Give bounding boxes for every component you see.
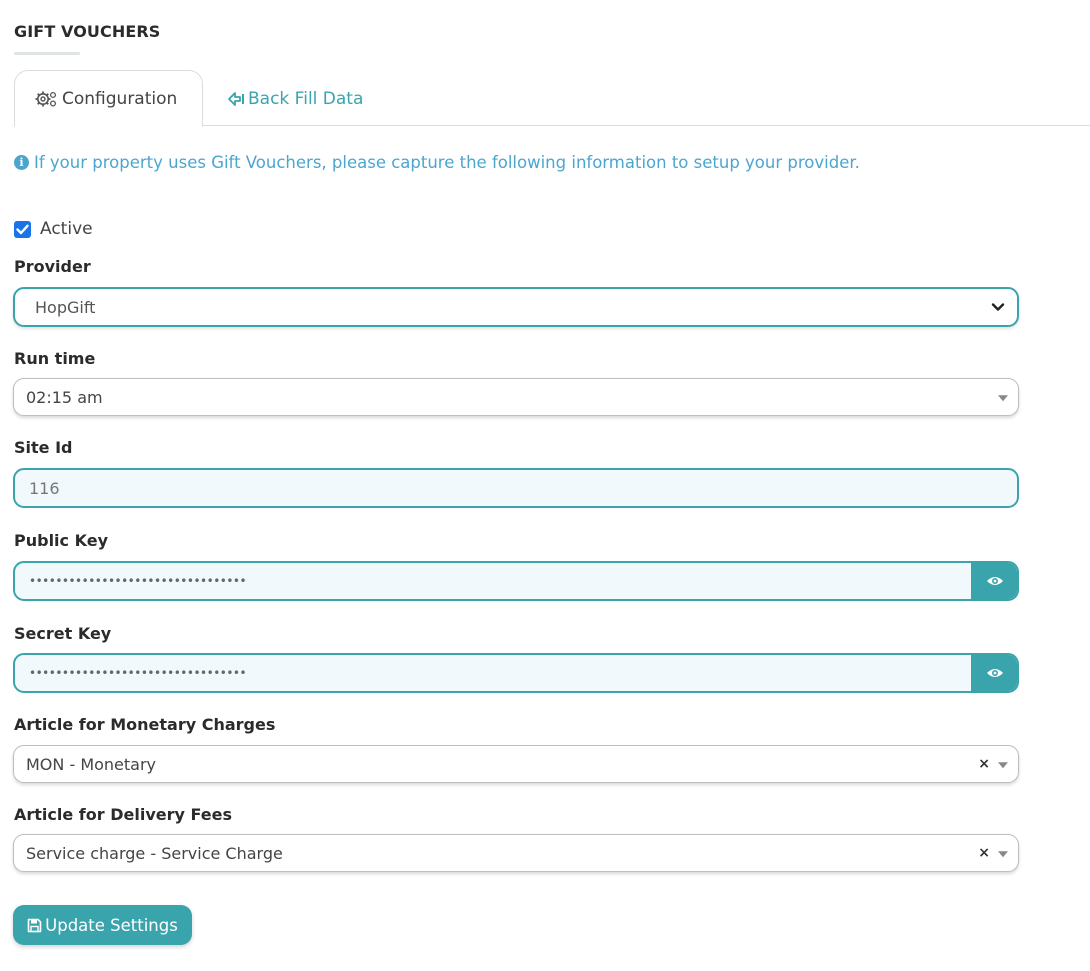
clear-icon[interactable]: × [978,756,990,772]
page-title: GIFT VOUCHERS [14,22,161,41]
run-time-select[interactable] [13,378,1019,416]
monetary-article-value: MON - Monetary [26,754,157,774]
active-checkbox[interactable] [14,221,31,238]
active-label: Active [40,219,93,239]
run-time-label: Run time [14,349,96,368]
secret-key-label: Secret Key [14,624,112,643]
caret-down-icon [998,395,1008,401]
site-id-input[interactable] [13,468,1019,508]
site-id-label: Site Id [14,438,73,457]
show-public-key-button[interactable] [971,561,1019,601]
public-key-masked-value: ••••••••••••••••••••••••••••••••• [29,574,247,588]
update-settings-label: Update Settings [45,915,178,935]
info-text: If your property uses Gift Vouchers, please capture the following information to setup your provider. [34,153,860,172]
gears-icon [35,90,57,108]
show-secret-key-button[interactable] [971,653,1019,693]
tab-configuration[interactable] [14,70,203,127]
save-icon [27,918,42,933]
chevron-down-icon [991,302,1005,312]
delivery-article-select[interactable] [13,834,1019,872]
site-id-value: 116 [29,478,60,498]
provider-value: HopGift [35,297,96,317]
clear-icon[interactable]: × [978,845,990,861]
active-row [14,219,93,239]
public-key-label: Public Key [14,531,108,550]
provider-select[interactable] [13,287,1019,327]
tab-back-fill-data-label: Back Fill Data [248,89,364,109]
delivery-article-label: Article for Delivery Fees [14,805,232,824]
monetary-article-select[interactable] [13,745,1019,783]
eye-icon [986,572,1004,591]
caret-down-icon [998,851,1008,857]
monetary-article-label: Article for Monetary Charges [14,715,276,734]
back-arrow-icon [227,91,245,107]
secret-key-input[interactable] [13,653,1019,693]
provider-label: Provider [14,257,91,276]
info-circle-icon: i [14,155,29,170]
tab-configuration-label: Configuration [62,88,178,109]
title-underline [14,52,80,55]
run-time-value: 02:15 am [26,387,103,407]
update-settings-button[interactable] [13,905,192,945]
delivery-article-value: Service charge - Service Charge [26,843,283,863]
public-key-input[interactable] [13,561,1019,601]
secret-key-masked-value: ••••••••••••••••••••••••••••••••• [29,666,247,680]
info-message [14,153,860,172]
tab-back-fill-data[interactable] [227,86,363,112]
eye-icon [986,664,1004,683]
caret-down-icon [998,762,1008,768]
